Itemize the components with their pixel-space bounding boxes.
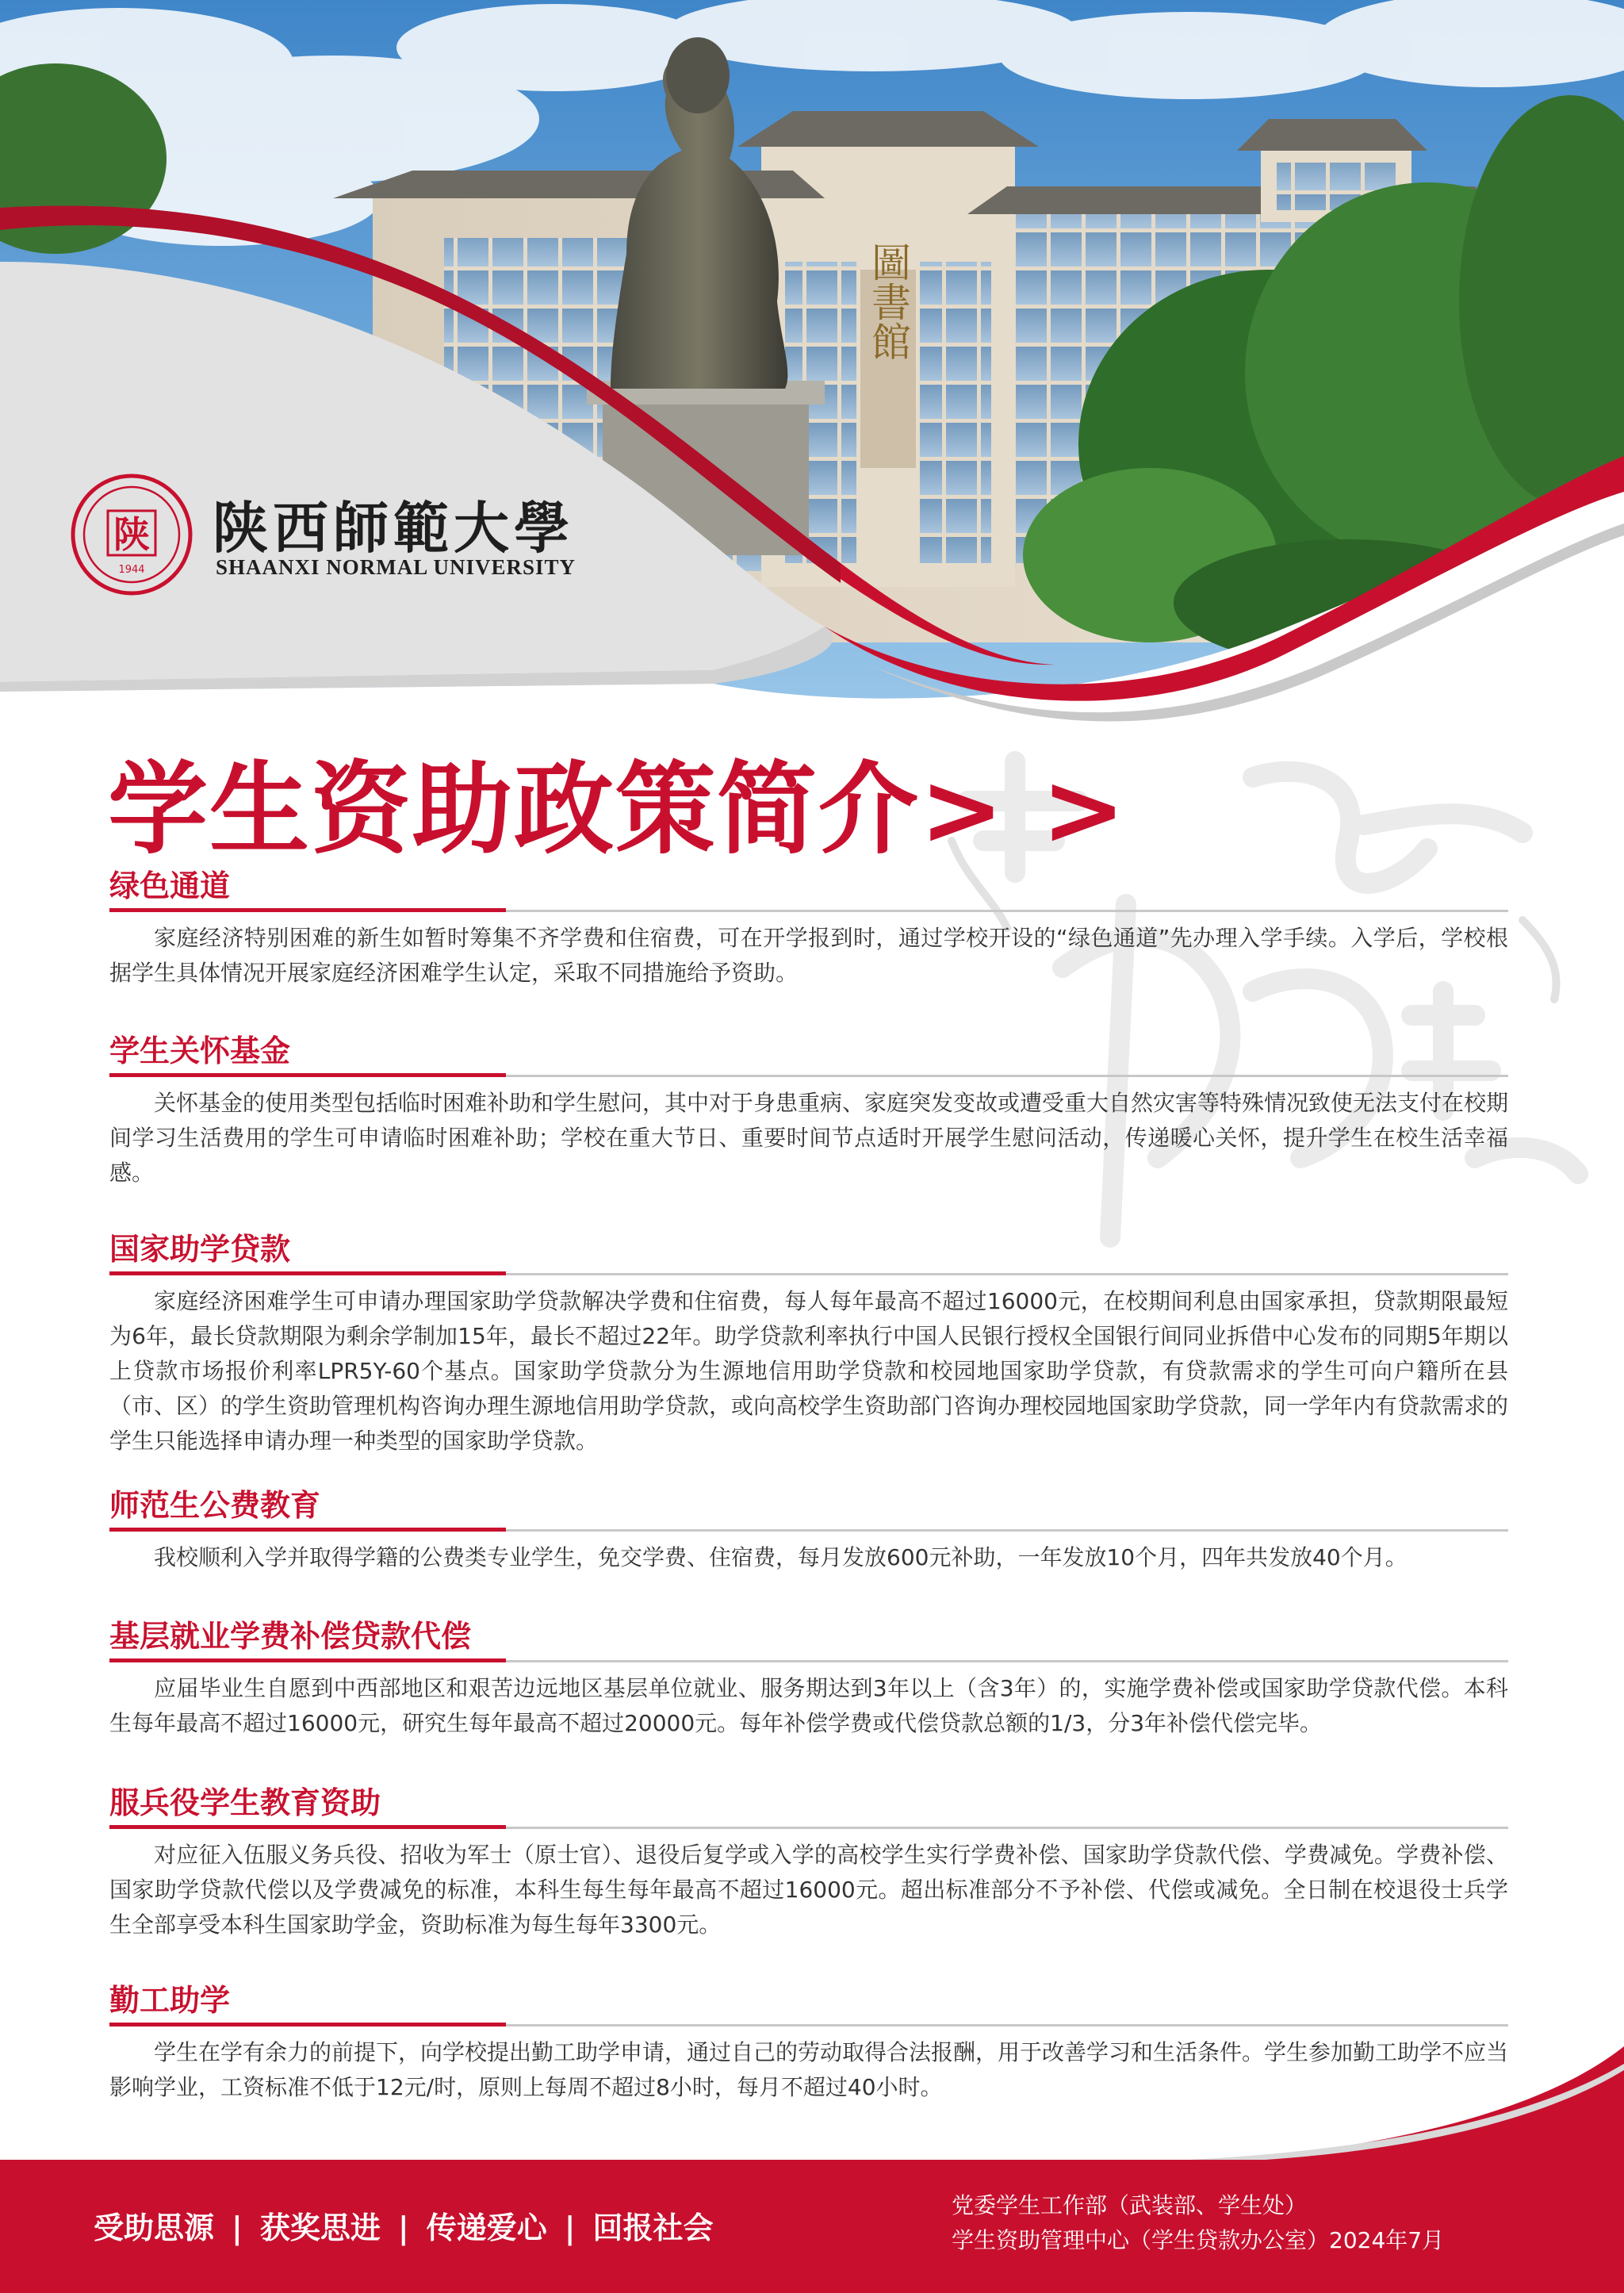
- section-divider: [109, 1528, 1508, 1532]
- university-logo: [70, 473, 576, 600]
- footer-org-line: 党委学生工作部（武装部、学生处）: [952, 2192, 1308, 2218]
- footer-org-line: 学生资助管理中心（学生贷款办公室）2024年7月: [952, 2227, 1445, 2253]
- hero-banner: [0, 0, 1624, 738]
- section-divider: [109, 2023, 1508, 2027]
- footer: [0, 2160, 1624, 2293]
- section-body: 应届毕业生自愿到中西部地区和艰苦边远地区基层单位就业、服务期达到3年以上（含3年）的，实施学费补偿或国家助学贷款代偿。本科生每年最高不超过16000元，研究生每年最高不超过20000元。每年补偿学费或代偿贷款总额的1/3，分3年补偿代偿完毕。: [109, 1675, 1508, 1736]
- section-title: 服兵役学生教育资助: [109, 1785, 381, 1820]
- section-divider: [109, 1658, 1508, 1663]
- section-green-channel: [109, 865, 1508, 991]
- slogan-item: 受助思源: [94, 2210, 215, 2245]
- section-normal-student-education: [109, 1485, 1508, 1575]
- section-body: 对应征入伍服义务兵役、招收为军士（原士官）、退役后复学或入学的高校学生实行学费补偿、国家助学贷款代偿、学费减免。学费补偿、国家助学贷款代偿以及学费减免的标准，本科生每生每年最高不超过16000元。超出标准部分不予补偿、代偿或减免。全日制在校退役士兵学生全部享受本科生国家助学金，资助标准为每生每年3300元。: [109, 1842, 1508, 1938]
- university-name-cn: 陕西師範大學: [213, 495, 574, 561]
- section-title: 国家助学贷款: [109, 1232, 291, 1267]
- section-military-service: [109, 1782, 1508, 1942]
- section-divider: [109, 1825, 1508, 1830]
- section-body: 学生在学有余力的前提下，向学校提出勤工助学申请，通过自己的劳动取得合法报酬，用于改善学习和生活条件。学生参加勤工助学不应当影响学业，工资标准不低于12元/时，原则上每周不超过8小时，每月不超过40小时。: [109, 2039, 1509, 2100]
- section-title: 勤工助学: [109, 1983, 231, 2018]
- section-care-fund: [109, 1030, 1508, 1191]
- section-divider: [109, 1271, 1508, 1276]
- section-divider: [109, 908, 1508, 913]
- university-seal-icon: [70, 473, 193, 596]
- section-divider: [109, 1073, 1508, 1078]
- slogan-item: 传递爱心: [426, 2210, 547, 2245]
- section-body: 家庭经济困难学生可申请办理国家助学贷款解决学费和住宿费，每人每年最高不超过16000元，在校期间利息由国家承担，贷款期限最短为6年，最长贷款期限为剩余学制加15年，最长不超过22年。助学贷款利率执行中国人民银行授权全国银行间同业拆借中心发布的同期5年期以上贷款市场报价利率LPR5Y-60个基点。国家助学贷款分为生源地信用助学贷款和校园地国家助学贷款，有贷款需求的学生可向户籍所在县（市、区）的学生资助管理机构咨询办理生源地信用助学贷款，或向高校学生资助部门咨询办理校园地国家助学贷款，同一学年内有贷款需求的学生只能选择申请办理一种类型的国家助学贷款。: [109, 1288, 1509, 1454]
- footer-slogan: 受助思源 | 获奖思进 | 传递爱心 | 回报社会: [94, 2210, 714, 2245]
- section-body: 我校顺利入学并取得学籍的公费类专业学生，免交学费、住宿费，每月发放600元补助，一年发放10个月，四年共发放40个月。: [154, 1544, 1408, 1570]
- section-national-student-loan: [109, 1229, 1508, 1459]
- section-title: 基层就业学费补偿贷款代偿: [109, 1619, 472, 1654]
- section-grassroots-employment: [109, 1616, 1508, 1741]
- slogan-item: 获奖思进: [259, 2210, 381, 2245]
- footer-organization: [952, 2188, 1444, 2258]
- seal-char: 陕: [113, 513, 150, 556]
- section-title: 绿色通道: [109, 869, 231, 903]
- university-name-en: SHAANXI NORMAL UNIVERSITY: [216, 555, 576, 579]
- slogan-item: 回报社会: [592, 2210, 714, 2245]
- library-sign: 圖書館: [865, 242, 911, 361]
- seal-year: 1944: [118, 564, 145, 576]
- section-title: 学生关怀基金: [109, 1033, 291, 1068]
- section-body: 家庭经济特别困难的新生如暂时筹集不齐学费和住宿费，可在开学报到时，通过学校开设的“绿色通道”先办理入学手续。入学后，学校根据学生具体情况开展家庭经济困难学生认定，采取不同措施给予资助。: [109, 925, 1508, 986]
- section-title: 师范生公费教育: [109, 1488, 321, 1523]
- section-body: 关怀基金的使用类型包括临时困难补助和学生慰问，其中对于身患重病、家庭突发变故或遭受重大自然灾害等特殊情况致使无法支付在校期间学习生活费用的学生可申请临时困难补助；学校在重大节日、重要时间节点适时开展学生慰问活动，传递暖心关怀，提升学生在校生活幸福感。: [109, 1090, 1509, 1186]
- page-title: 学生资助政策简介> >: [108, 751, 1128, 868]
